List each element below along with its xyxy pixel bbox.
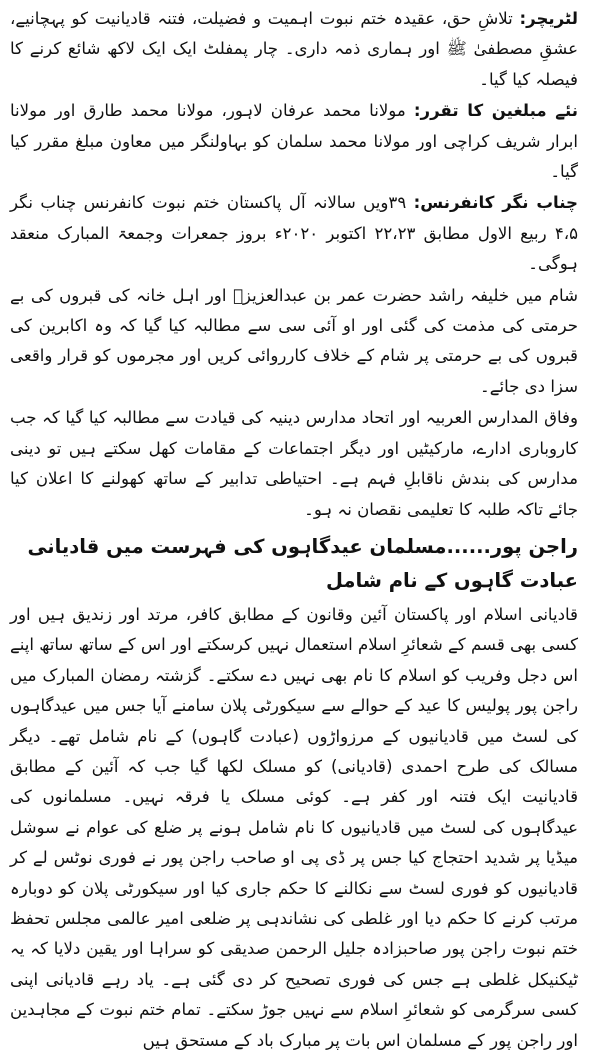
heading-dots: ...... xyxy=(446,534,491,558)
article-heading xyxy=(10,530,578,598)
paragraph-body: شام میں خلیفہ راشد حضرت عمر بن عبدالعزیزؒ اور اہل خانہ کی قبروں کی بے حرمتی کی مذمت کی گئی اور او آئی سی سے مطالبہ کیا گیا کہ وہ اکابرین کی قبروں کی بے حرمتی پر شام کے خلاف کارروائی کریں اور مجرموں کو قرار واقعی سزا دی جائے۔ xyxy=(10,285,578,396)
heading-text: مسلمان عیدگاہوں کی فہرست میں قادیانی عبادت گاہوں کے نام شامل xyxy=(27,534,578,592)
article-body: قادیانی اسلام اور پاکستان آئین وقانون کے مطابق کافر، مرتد اور زندیق ہیں اور کسی بھی قسم کے شعائرِ اسلام استعمال نہیں کرسکتے اور اس کے ساتھ ساتھ اپنے اس دجل وفریب کو اسلام کا نام بھی نہیں دے سکتے۔ گزشتہ رمضان المبارک میں راجن پور پولیس کا عید کے حوالے سے سیکورٹی پلان سامنے آیا جس میں عیدگاہوں کی لسٹ میں قادیانیوں کے مرزواڑوں (عبادت گاہوں) کے نام شامل تھے۔ دیگر مسالک کی طرح احمدی (قادیانی) کو مسلک لکھا گیا جب کہ آئین کے مطابق قادیانیت ایک فتنہ اور کفر ہے۔ کوئی مسلک یا فرقہ نہیں۔ مسلمانوں کی عیدگاہوں کی لسٹ میں قادیانیوں کا نام شامل ہونے پر ضلع کی عوام نے سوشل میڈیا پر شدید احتجاج کیا جس پر ڈی پی او صاحب راجن پور نے فوری نوٹس لے کر قادیانیوں کو فوری لسٹ سے نکالنے کا حکم جاری کیا اور سیکورٹی پلان کو دوبارہ مرتب کرنے کا حکم دیا اور غلطی کی نشاندہی پر ضلعی امیر عالمی مجلس تحفظ ختم نبوت راجن پور صاحبزادہ جلیل الرحمن صدیقی کو سراہا اور یقین دلایا کہ یہ ٹیکنیکل غلطی ہے جس کی فوری تصحیح کر دی گئی ہے۔ یاد رہے قادیانی اپنی کسی سرگرمی کو شعائرِ اسلام سے نہیں جوڑ سکتے۔ تمام ختم نبوت کے مجاہدین اور راجن پور کے مسلمان اس بات پر مبارک باد کے مستحق ہیں xyxy=(10,604,578,1050)
paragraph-conference xyxy=(10,188,578,279)
paragraph-body: تلاشِ حق، عقیدہ ختم نبوت اہمیت و فضیلت، فتنہ قادیانیت کو پہچانیے، عشقِ مصطفیٰ ﷺ اور ہماری ذمہ داری۔ چار پمفلٹ ایک ایک لاکھ شائع کرنے کا فیصلہ کیا گیا۔ xyxy=(10,9,578,89)
paragraph-new-preachers xyxy=(10,96,578,187)
paragraph-madaris-demand xyxy=(10,403,578,525)
paragraph-body: مولانا محمد عرفان لاہور، مولانا محمد طارق اور مولانا ابرار شریف کراچی اور مولانا محمد سلمان کو بہاولنگر میں معاون مبلغ مقرر کیا گیا۔ xyxy=(10,101,578,182)
paragraph-lead: چناب نگر کانفرنس: xyxy=(413,193,578,213)
paragraph-lead: نئے مبلغین کا تقرر: xyxy=(413,101,578,121)
paragraph-body: وفاق المدارس العربیہ اور اتحاد مدارس دینیہ کی قیادت سے مطالبہ کیا گیا کہ جب کاروباری ادارے، مارکیٹیں اور دیگر اجتماعات کے مقامات کھل سکتے ہیں تو دینی مدارس کی بندش ناقابلِ فہم ہے۔ احتیاطی تدابیر کے ساتھ کھولنے کا اعلان کیا جائے تاکہ طلبہ کا تعلیمی نقصان نہ ہو۔ xyxy=(10,408,578,519)
paragraph-literature xyxy=(10,4,578,95)
paragraph-body: ۳۹ویں سالانہ آل پاکستان ختم نبوت کانفرنس چناب نگر ۴،۵ ربیع الاول مطابق ۲۲،۲۳ اکتوبر ۲۰۲۰ء بروز جمعرات وجمعۃ المبارک منعقد ہوگی۔ xyxy=(10,193,578,274)
heading-place: راجن پور xyxy=(490,534,578,558)
paragraph-syria-condemnation xyxy=(10,281,578,403)
paragraph-lead: لٹریچر: xyxy=(519,9,578,28)
